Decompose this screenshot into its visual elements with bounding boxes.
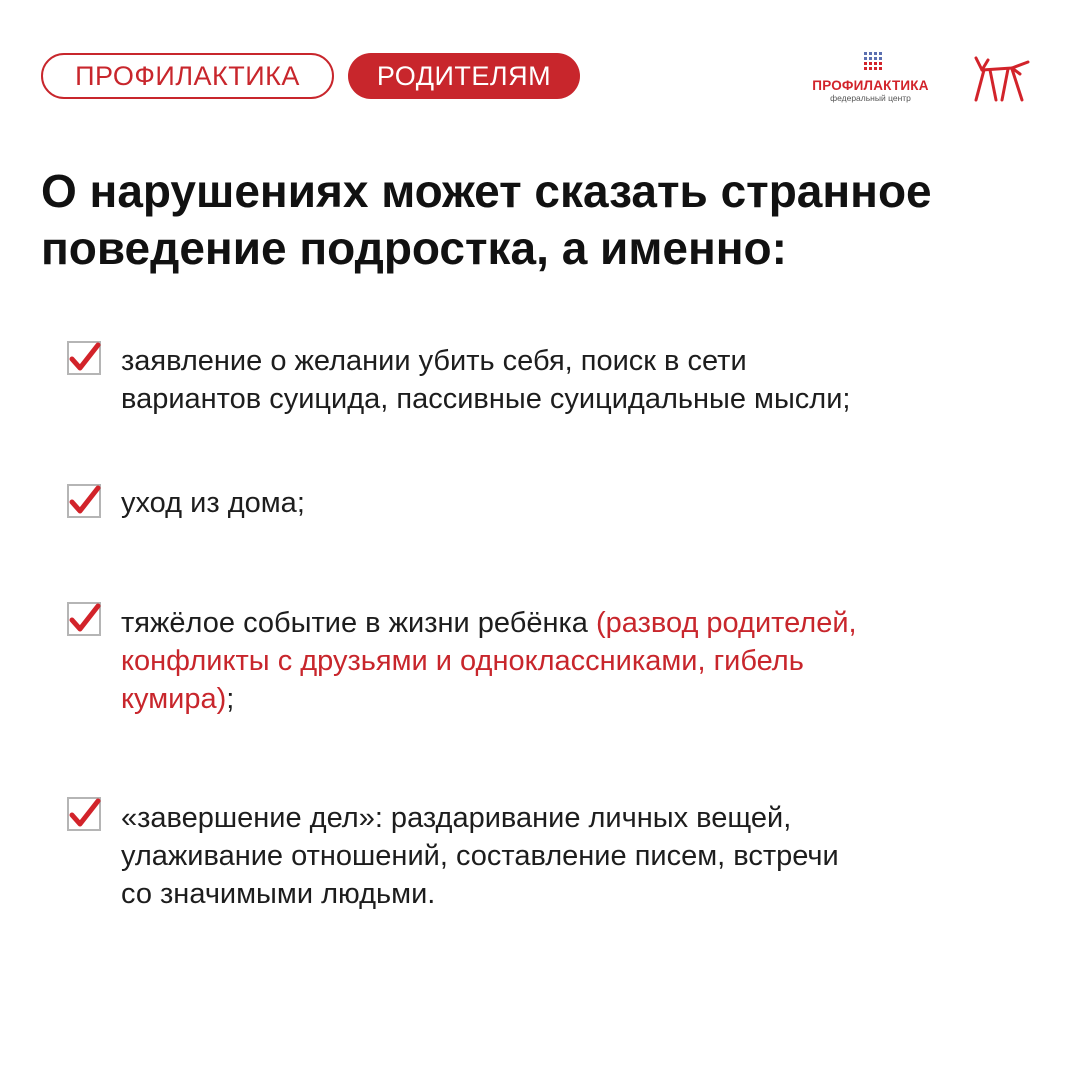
- page-title-line-1: О нарушениях может сказать странное: [41, 165, 932, 217]
- list-item-line: улаживание отношений, составление писем, встречи: [121, 840, 839, 872]
- list-item-line: со значимыми людьми.: [121, 878, 436, 910]
- list-item: [121, 342, 1051, 418]
- tag-prevention[interactable]: [41, 53, 334, 99]
- tag-prevention-label: ПРОФИЛАКТИКА: [75, 60, 300, 91]
- logo-subtitle: федеральный центр: [830, 93, 911, 103]
- list-item-accent: кумира): [121, 683, 227, 715]
- list-item: [121, 799, 1051, 913]
- page-title-line-2: поведение подростка, а именно:: [41, 222, 787, 274]
- list-item: [121, 484, 1051, 522]
- list-item-line: вариантов суицида, пассивные суицидальные мысли;: [121, 383, 851, 415]
- checkbox-checked-icon[interactable]: [67, 602, 101, 636]
- federal-center-logo: [808, 50, 933, 105]
- tag-parents[interactable]: [348, 53, 580, 99]
- list-item-line: уход из дома;: [121, 487, 305, 519]
- list-item: [121, 604, 1051, 718]
- list-item-line: «завершение дел»: раздаривание личных вещей,: [121, 802, 792, 834]
- checkbox-checked-icon[interactable]: [67, 797, 101, 831]
- tag-parents-label: РОДИТЕЛЯМ: [376, 60, 552, 91]
- list-item-text: тяжёлое событие в жизни ребёнка: [121, 607, 596, 639]
- list-item-accent: конфликты с друзьями и одноклассниками, гибель: [121, 645, 804, 677]
- logo-name: ПРОФИЛАКТИКА: [812, 78, 929, 93]
- list-item-accent: (развод родителей,: [595, 607, 857, 639]
- checkbox-checked-icon[interactable]: [67, 341, 101, 375]
- list-item-tail: ;: [226, 683, 235, 715]
- horse-emblem-icon: [968, 52, 1032, 104]
- page-title: [41, 163, 1041, 277]
- list-item-line: заявление о желании убить себя, поиск в сети: [121, 345, 747, 377]
- checkbox-checked-icon[interactable]: [67, 484, 101, 518]
- dot-grid-icon: [864, 52, 886, 72]
